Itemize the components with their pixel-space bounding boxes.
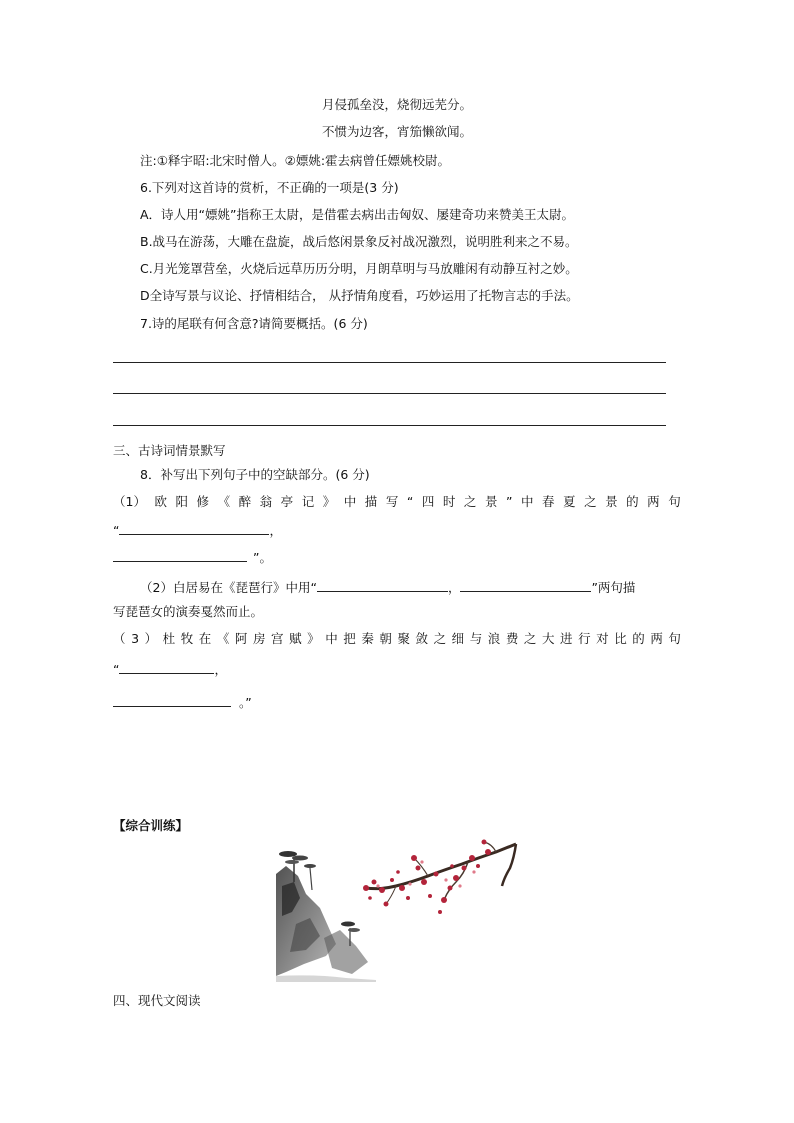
- text-char: 之: [523, 631, 537, 646]
- text-char: 时: [442, 494, 456, 509]
- text-char: 杜: [162, 631, 176, 646]
- text-char: ）: [144, 631, 158, 646]
- comma: ，: [214, 662, 227, 677]
- text-char: 朝: [379, 631, 392, 646]
- poem-line-1: 月侵孤垒没，烧彻远芜分。: [321, 97, 472, 112]
- text-char: 景: [605, 494, 618, 509]
- close-quote: ”。: [253, 550, 272, 565]
- poem-line-2: 不惯为边客，宵笳懒欲闻。: [321, 124, 472, 139]
- open-quote: “: [113, 662, 120, 677]
- q6-stem: 6.下列对这首诗的赏析，不正确的一项是(3 分): [140, 180, 399, 195]
- comma: ，: [447, 580, 461, 595]
- text-char: 两: [647, 494, 660, 509]
- text-char: ”: [505, 494, 513, 509]
- text-char: 》: [322, 494, 336, 509]
- q7-stem: 7.诗的尾联有何含意?请简要概括。(6 分): [140, 316, 368, 331]
- answer-line-3[interactable]: [113, 425, 666, 426]
- q8-item-1-blank-a[interactable]: [119, 521, 269, 535]
- text-char: 欧: [154, 494, 167, 509]
- text-char: 的: [632, 631, 645, 646]
- text-char: 之: [463, 494, 477, 509]
- text-char: 对: [596, 631, 609, 646]
- text-char: 阳: [175, 494, 189, 509]
- text-char: 《: [216, 631, 230, 646]
- text-char: 赋: [289, 631, 302, 646]
- q8-item-1-blank-b-line: [113, 548, 272, 566]
- q8-item-2-line: [140, 578, 635, 596]
- text-char: 之: [433, 631, 447, 646]
- end-quote: 。”: [239, 695, 252, 710]
- q8-item-3-blank-a-line: [113, 660, 227, 678]
- q8-item-2-blank-a[interactable]: [317, 578, 448, 592]
- answer-line-1[interactable]: [113, 362, 666, 363]
- text-char: 两: [650, 631, 663, 646]
- q8-item-3-blank-b[interactable]: [113, 693, 231, 707]
- q8-stem: 8．补写出下列句子中的空缺部分。(6 分): [140, 467, 370, 482]
- q6-option-d: D全诗写景与议论、抒情相结合， 从抒情角度看，巧妙运用了托物言志的手法。: [140, 288, 579, 303]
- q8-item-3-blank-a[interactable]: [119, 660, 214, 674]
- q8-item-3-blank-b-line: [113, 693, 252, 711]
- training-heading: 【综合训练】: [113, 818, 189, 833]
- text-char: 与: [469, 631, 483, 646]
- text-char: 浪: [487, 631, 501, 646]
- q6-option-a: A．诗人用“嫖姚”指称王太尉，是借霍去病出击匈奴、屡建奇功来赞美王太尉。: [140, 207, 575, 222]
- text-char: 大: [541, 631, 555, 646]
- text-char: 之: [584, 494, 597, 509]
- text-char: 夏: [563, 494, 576, 509]
- text-char: 醉: [238, 494, 252, 509]
- open-quote: “: [113, 523, 120, 538]
- text-char: （: [113, 631, 126, 646]
- q8-item-2-line-2: 写琵琶女的演奏戛然而止。: [113, 604, 264, 619]
- q8-item-2-text-before: （2）白居易在《琵琶行》中用“: [140, 580, 317, 595]
- text-char: “: [406, 494, 414, 509]
- text-char: 阿: [234, 631, 248, 646]
- text-char: 《: [217, 494, 231, 509]
- text-char: 写: [385, 494, 399, 509]
- text-char: 细: [451, 631, 465, 646]
- plum-blossom-illustration: [356, 838, 518, 920]
- section4-heading: 四、现代文阅读: [113, 993, 201, 1008]
- text-char: 的: [626, 494, 639, 509]
- text-char: 景: [484, 494, 498, 509]
- q6-option-c: C.月光笼罩营垒，火烧后远草历历分明，月朗草明与马放雕闲有动静互衬之妙。: [140, 261, 578, 276]
- text-char: 费: [505, 631, 519, 646]
- text-char: 比: [614, 631, 627, 646]
- text-char: 把: [343, 631, 356, 646]
- text-char: 春: [542, 494, 555, 509]
- text-char: 亭: [280, 494, 294, 509]
- text-char: 行: [578, 631, 591, 646]
- q6-option-b: B.战马在游荡，大雕在盘旋，战后悠闲景象反衬战况激烈，说明胜利来之不易。: [140, 234, 578, 249]
- text-char: 记: [301, 494, 315, 509]
- text-char: 聚: [397, 631, 410, 646]
- text-char: 中: [520, 494, 534, 509]
- text-char: （1）: [113, 494, 146, 509]
- q8-item-3-line: [113, 631, 681, 647]
- text-char: 3: [131, 631, 140, 646]
- text-char: 句: [668, 631, 681, 646]
- answer-line-2[interactable]: [113, 393, 666, 394]
- comma: ，: [269, 523, 282, 538]
- text-char: 进: [560, 631, 573, 646]
- text-char: 宫: [271, 631, 284, 646]
- text-char: 敛: [415, 631, 429, 646]
- text-char: 修: [196, 494, 210, 509]
- text-char: 句: [668, 494, 681, 509]
- text-char: 在: [198, 631, 212, 646]
- section3-heading: 三、古诗词情景默写: [113, 443, 226, 458]
- text-char: 四: [421, 494, 435, 509]
- text-char: 牧: [180, 631, 194, 646]
- text-char: 翁: [259, 494, 273, 509]
- poem-notes: 注:①释宇昭:北宋时僧人。②嫖姚:霍去病曾任嫖姚校尉。: [140, 153, 451, 168]
- q8-item-2-blank-b[interactable]: [460, 578, 591, 592]
- text-char: 房: [252, 631, 266, 646]
- text-char: 》: [307, 631, 320, 646]
- q8-item-1-blank-a-line: [113, 521, 282, 539]
- q8-item-2-text-after: ”两句描: [591, 580, 636, 595]
- text-char: 秦: [361, 631, 374, 646]
- text-char: 中: [325, 631, 338, 646]
- q8-item-1-line: [113, 494, 681, 510]
- q8-item-1-blank-b[interactable]: [113, 548, 247, 562]
- text-char: 描: [364, 494, 378, 509]
- text-char: 中: [343, 494, 357, 509]
